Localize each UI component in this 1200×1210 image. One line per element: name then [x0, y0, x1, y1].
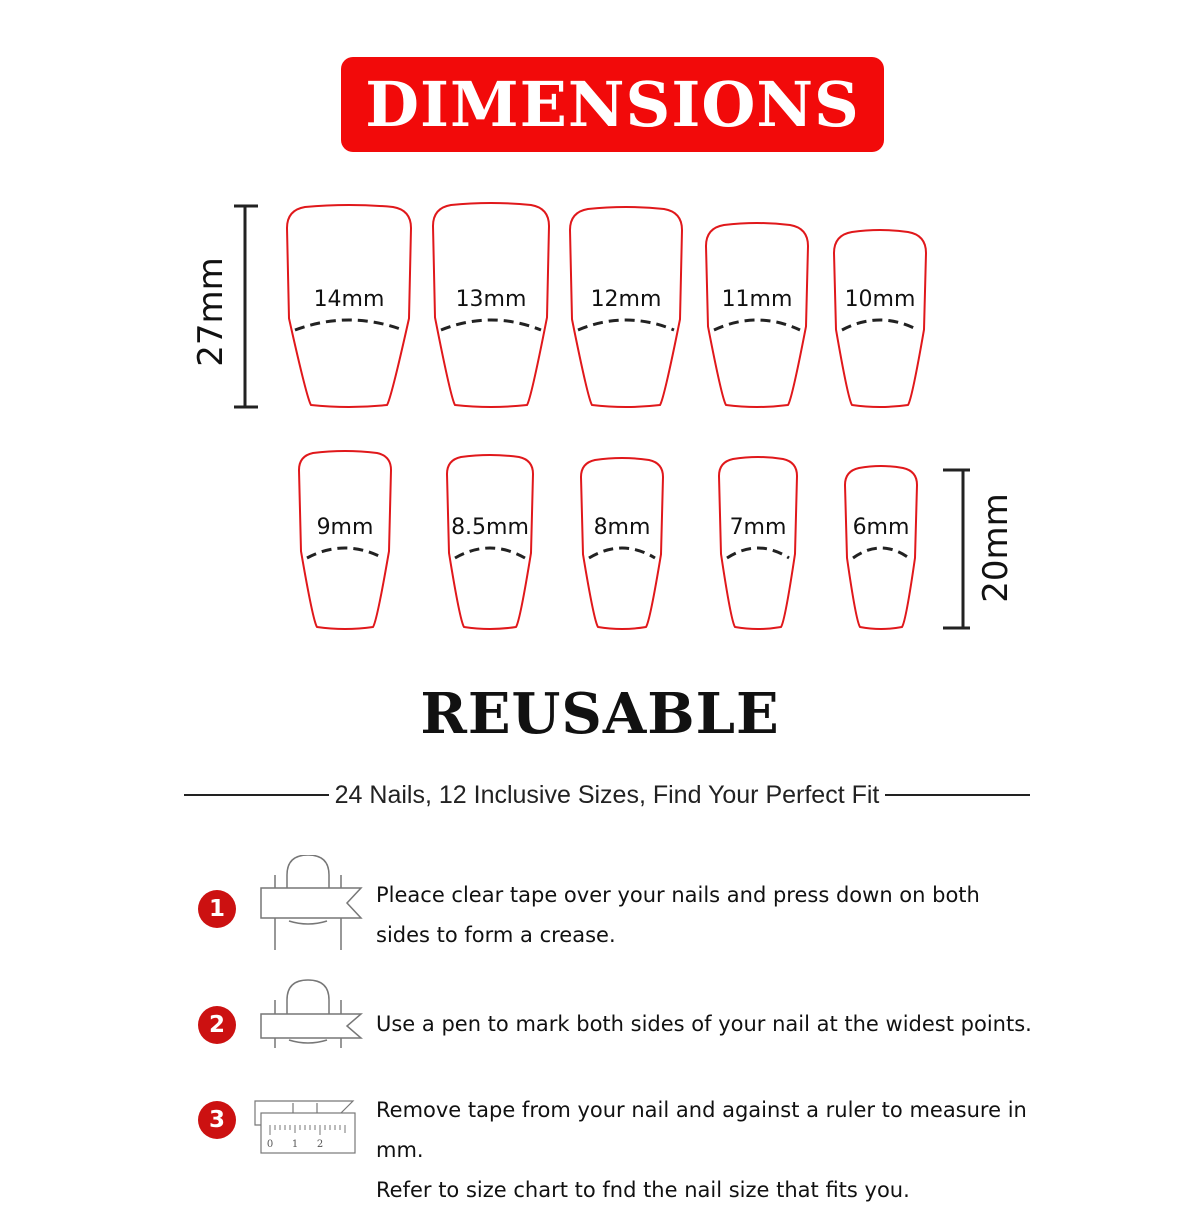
step-1-line-1: Pleace clear tape over your nails and press down on both	[376, 883, 980, 907]
tagline	[184, 780, 1030, 810]
height-20mm-label: 20mm	[976, 493, 1016, 603]
step-1	[198, 860, 1078, 950]
nail-size-6mm-outline	[845, 466, 917, 629]
nail-size-7mm-outline	[719, 457, 797, 629]
step-3-badge: 3	[198, 1101, 236, 1139]
reusable-title: REUSABLE	[420, 681, 780, 747]
nail-size-13mm-label: 13mm	[455, 287, 527, 312]
dimensions-title: DIMENSIONS	[365, 67, 860, 141]
nail-size-10mm-outline	[834, 230, 926, 407]
step-2-badge: 2	[198, 1006, 236, 1044]
step-2-line-1: Use a pen to mark both sides of your nail at the widest points.	[376, 1012, 1032, 1036]
step-3-line-2: Refer to size chart to fnd the nail size that fits you.	[376, 1178, 910, 1202]
step-1-line-2: sides to form a crease.	[376, 923, 616, 947]
step-1-text	[376, 875, 980, 955]
nail-size-11mm-label: 11mm	[721, 287, 793, 312]
nail-size-11mm-outline	[706, 223, 808, 407]
nail-size-14mm-label: 14mm	[313, 287, 385, 312]
nail-size-10mm-label: 10mm	[844, 287, 916, 312]
tagline-text: 24 Nails, 12 Inclusive Sizes, Find Your Perfect Fit	[334, 780, 880, 809]
step-2	[198, 978, 1078, 1068]
nail-size-12mm-label: 12mm	[590, 287, 662, 312]
nail-size-8-5mm-outline	[447, 455, 533, 629]
step-3	[198, 1090, 1078, 1202]
height-27mm-label: 27mm	[191, 257, 231, 367]
step-1-badge: 1	[198, 890, 236, 928]
tagline-rule-left	[184, 794, 329, 796]
ruler-icon	[253, 1095, 363, 1157]
ruler-label-0: 0	[266, 1139, 274, 1150]
tagline-rule-right	[885, 794, 1030, 796]
step-2-text	[376, 1004, 1032, 1044]
ruler-label-2: 2	[316, 1139, 324, 1150]
step-3-text	[376, 1090, 1078, 1210]
tape-over-nail-icon	[253, 855, 363, 955]
nail-size-9mm-outline	[299, 451, 391, 629]
nail-size-8mm-outline	[581, 458, 663, 629]
nail-size-7mm-label: 7mm	[729, 515, 787, 540]
nail-size-8-5mm-label: 8.5mm	[451, 515, 529, 540]
mark-nail-icon	[253, 978, 363, 1068]
nail-size-9mm-label: 9mm	[316, 515, 374, 540]
nail-size-8mm-label: 8mm	[593, 515, 651, 540]
step-3-line-1: Remove tape from your nail and against a ruler to measure in mm.	[376, 1098, 1027, 1162]
nail-size-6mm-label: 6mm	[852, 515, 910, 540]
ruler-label-1: 1	[291, 1139, 299, 1150]
